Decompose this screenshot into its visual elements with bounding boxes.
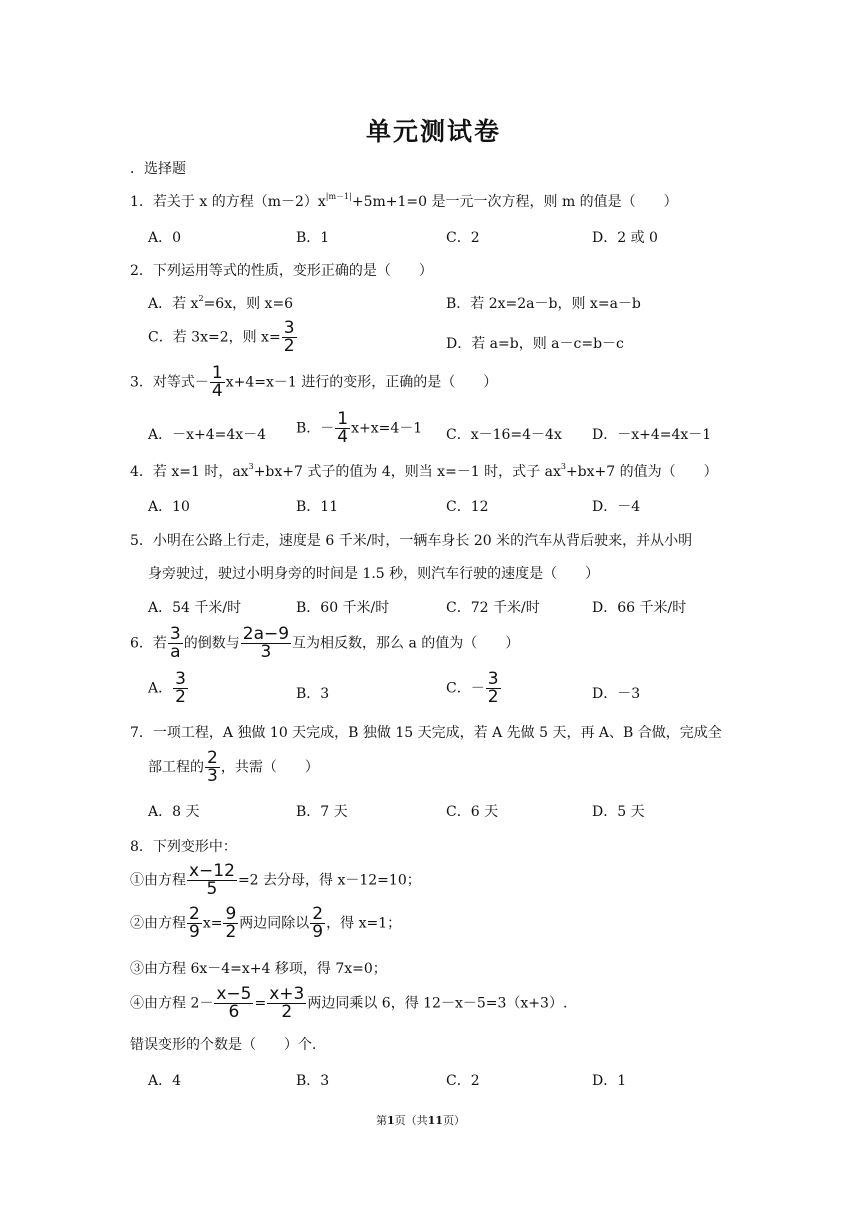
question-7-line-1: 7．一项工程，A 独做 10 天完成，B 独做 15 天完成，若 A 先做 5 天，再 A、B 合做，完成全	[130, 725, 722, 741]
text-span: C．－	[446, 680, 485, 697]
page-title: 单元测试卷	[366, 117, 502, 146]
page-footer	[376, 1112, 465, 1128]
text-span: ，共需（ ）	[220, 759, 319, 776]
q3-option-a: A．－x+4=4x－4	[148, 427, 267, 443]
q8-option-c: C．2	[446, 1073, 480, 1089]
text-span: =	[254, 995, 267, 1012]
fraction-part: 6	[214, 1003, 253, 1021]
text-span: +bx+7 式子的值为 4，则当 x=－1 时，式子 ax	[253, 464, 561, 480]
text-span: x+4=x－1 进行的变形，正确的是（ ）	[225, 374, 498, 391]
question-8-stem: 8．下列变形中：	[130, 839, 237, 855]
q7-option-a: A．8 天	[148, 804, 200, 820]
q8-item-1	[130, 863, 421, 898]
question-5-line-2: 身旁驶过，驶过小明身旁的时间是 1.5 秒，则汽车行驶的速度是（ ）	[148, 566, 600, 582]
fraction	[310, 906, 325, 941]
fraction-part: 3	[283, 318, 295, 338]
fraction-part: x−12	[189, 861, 235, 881]
section-heading: ．选择题	[130, 161, 186, 177]
text-span: 6．若	[130, 635, 167, 652]
text-span: =6x，则 x=6	[203, 296, 294, 312]
fraction	[187, 863, 237, 898]
q2-option-c	[148, 320, 298, 355]
text-span: x+x=4－1	[351, 420, 423, 437]
text-span: 3．对等式－	[130, 374, 209, 391]
fraction	[267, 986, 306, 1021]
fraction-part: 3	[207, 766, 218, 786]
q6-option-a	[148, 671, 189, 706]
text-span: 3	[248, 462, 254, 471]
q8-item-4	[130, 986, 567, 1021]
text-span: 1	[387, 1114, 395, 1127]
text-span: A．若 x	[148, 296, 199, 312]
q8-option-b: B．3	[296, 1073, 330, 1089]
fraction-part: 4	[211, 381, 223, 401]
fraction-part: 5	[187, 880, 237, 898]
q1-option-b: B．1	[296, 230, 330, 246]
q8-item-2	[130, 906, 401, 941]
fraction-part: 1	[211, 363, 223, 383]
text-span: x=	[202, 915, 223, 932]
question-6-stem	[130, 626, 519, 661]
fraction-part: 2	[189, 904, 200, 924]
fraction-part: 3	[487, 669, 499, 689]
fraction-part: 3	[175, 669, 186, 689]
question-7-line-2	[148, 750, 319, 785]
text-span: B．－	[296, 420, 335, 437]
q6-option-b: B．3	[296, 686, 330, 702]
fraction-part: 2	[487, 687, 499, 707]
text-span: 3	[560, 462, 566, 471]
question-1-stem	[130, 191, 678, 211]
q7-option-b: B．7 天	[296, 804, 348, 820]
q3-option-b	[296, 411, 422, 446]
q1-option-c: C．2	[446, 230, 480, 246]
q4-option-b: B．11	[296, 499, 339, 515]
text-span: 部工程的	[148, 759, 204, 776]
text-span: 4．若 x=1 时，ax	[130, 464, 249, 480]
fraction-part: x+3	[269, 984, 305, 1004]
text-span: 页）	[442, 1114, 465, 1127]
fraction	[205, 750, 220, 785]
q3-option-d: D．－x+4=4x－1	[592, 427, 712, 443]
fraction-part: 9	[225, 904, 237, 924]
text-span: 两边同乘以 6，得 12－x－5=3（x+3）.	[307, 995, 568, 1012]
q7-option-d: D．5 天	[592, 804, 645, 820]
text-span: 的倒数与	[183, 635, 240, 652]
q8-option-a: A．4	[148, 1073, 182, 1089]
q4-option-d: D．－4	[592, 499, 641, 515]
fraction	[187, 906, 202, 941]
text-span: 页（共	[394, 1114, 428, 1127]
q2-option-a	[148, 293, 293, 313]
text-span: +5m+1=0 是一元一次方程，则 m 的值是（ ）	[351, 194, 678, 210]
q8-item-3: ③由方程 6x－4=x+4 移项，得 7x=0；	[130, 961, 387, 977]
text-span: 第	[376, 1114, 387, 1127]
fraction-part: 2a−9	[242, 624, 290, 644]
fraction-part: 2	[207, 748, 218, 768]
q5-option-c: C．72 千米/时	[446, 600, 540, 616]
text-span: ①由方程	[130, 872, 186, 889]
q1-option-d: D．2 或 0	[592, 230, 658, 246]
q3-option-c: C．x－16=4－4x	[446, 427, 562, 443]
text-span: ④由方程 2－	[130, 995, 214, 1012]
q1-option-a: A．0	[148, 230, 182, 246]
q4-option-a: A．10	[148, 499, 190, 515]
fraction	[486, 671, 501, 706]
q2-option-d: D．若 a=b，则 a－c=b－c	[446, 336, 624, 352]
fraction-part: 2	[175, 687, 186, 707]
text-span: 2	[198, 294, 204, 303]
q2-option-b: B．若 2x=2a－b，则 x=a－b	[446, 296, 641, 312]
text-span: C．若 3x=2，则 x=	[148, 329, 281, 346]
fraction	[335, 411, 350, 446]
question-4-stem	[130, 461, 718, 481]
q5-option-d: D．66 千米/时	[592, 600, 687, 616]
fraction	[168, 626, 183, 661]
text-span: ，得 x=1；	[326, 915, 402, 932]
fraction	[282, 320, 297, 355]
fraction-part: a	[168, 643, 183, 661]
fraction-part: x−5	[216, 984, 252, 1004]
text-span: |m－1|	[325, 192, 352, 201]
fraction-part: 2	[312, 904, 324, 924]
fraction-part: 2	[267, 1003, 306, 1021]
fraction	[214, 986, 253, 1021]
text-span: +bx+7 的值为（ ）	[565, 464, 718, 480]
question-3-stem	[130, 365, 497, 400]
text-span: A．	[148, 680, 173, 697]
fraction	[173, 671, 188, 706]
fraction-part: 1	[337, 409, 349, 429]
fraction-part: 3	[169, 624, 181, 644]
fraction	[223, 906, 238, 941]
q6-option-c	[446, 671, 502, 706]
fraction-part: 9	[312, 922, 324, 942]
q8-tail: 错误变形的个数是（ ）个．	[130, 1037, 326, 1053]
text-span: 两边同除以	[239, 915, 310, 932]
text-span: 互为相反数，那么 a 的值为（ ）	[292, 635, 520, 652]
text-span: 11	[427, 1114, 443, 1127]
fraction	[210, 365, 225, 400]
fraction-part: 3	[241, 643, 291, 661]
q5-option-a: A．54 千米/时	[148, 600, 242, 616]
text-span: =2 去分母，得 x－12=10；	[237, 872, 421, 889]
fraction-part: 4	[337, 427, 349, 447]
q5-option-b: B．60 千米/时	[296, 600, 390, 616]
fraction-part: 2	[283, 336, 295, 356]
text-span: ②由方程	[130, 915, 186, 932]
question-5-line-1: 5．小明在公路上行走，速度是 6 千米/时，一辆车身长 20 米的汽车从背后驶来，并从小明	[130, 533, 693, 549]
q4-option-c: C．12	[446, 499, 489, 515]
fraction-part: 2	[225, 922, 237, 942]
fraction	[241, 626, 291, 661]
fraction-part: 9	[189, 922, 200, 942]
q7-option-c: C．6 天	[446, 804, 499, 820]
q6-option-d: D．－3	[592, 686, 641, 702]
q8-option-d: D．1	[592, 1073, 627, 1089]
text-span: 1．若关于 x 的方程（m－2）x	[130, 194, 326, 210]
question-2-stem: 2．下列运用等式的性质，变形正确的是（ ）	[130, 263, 433, 279]
